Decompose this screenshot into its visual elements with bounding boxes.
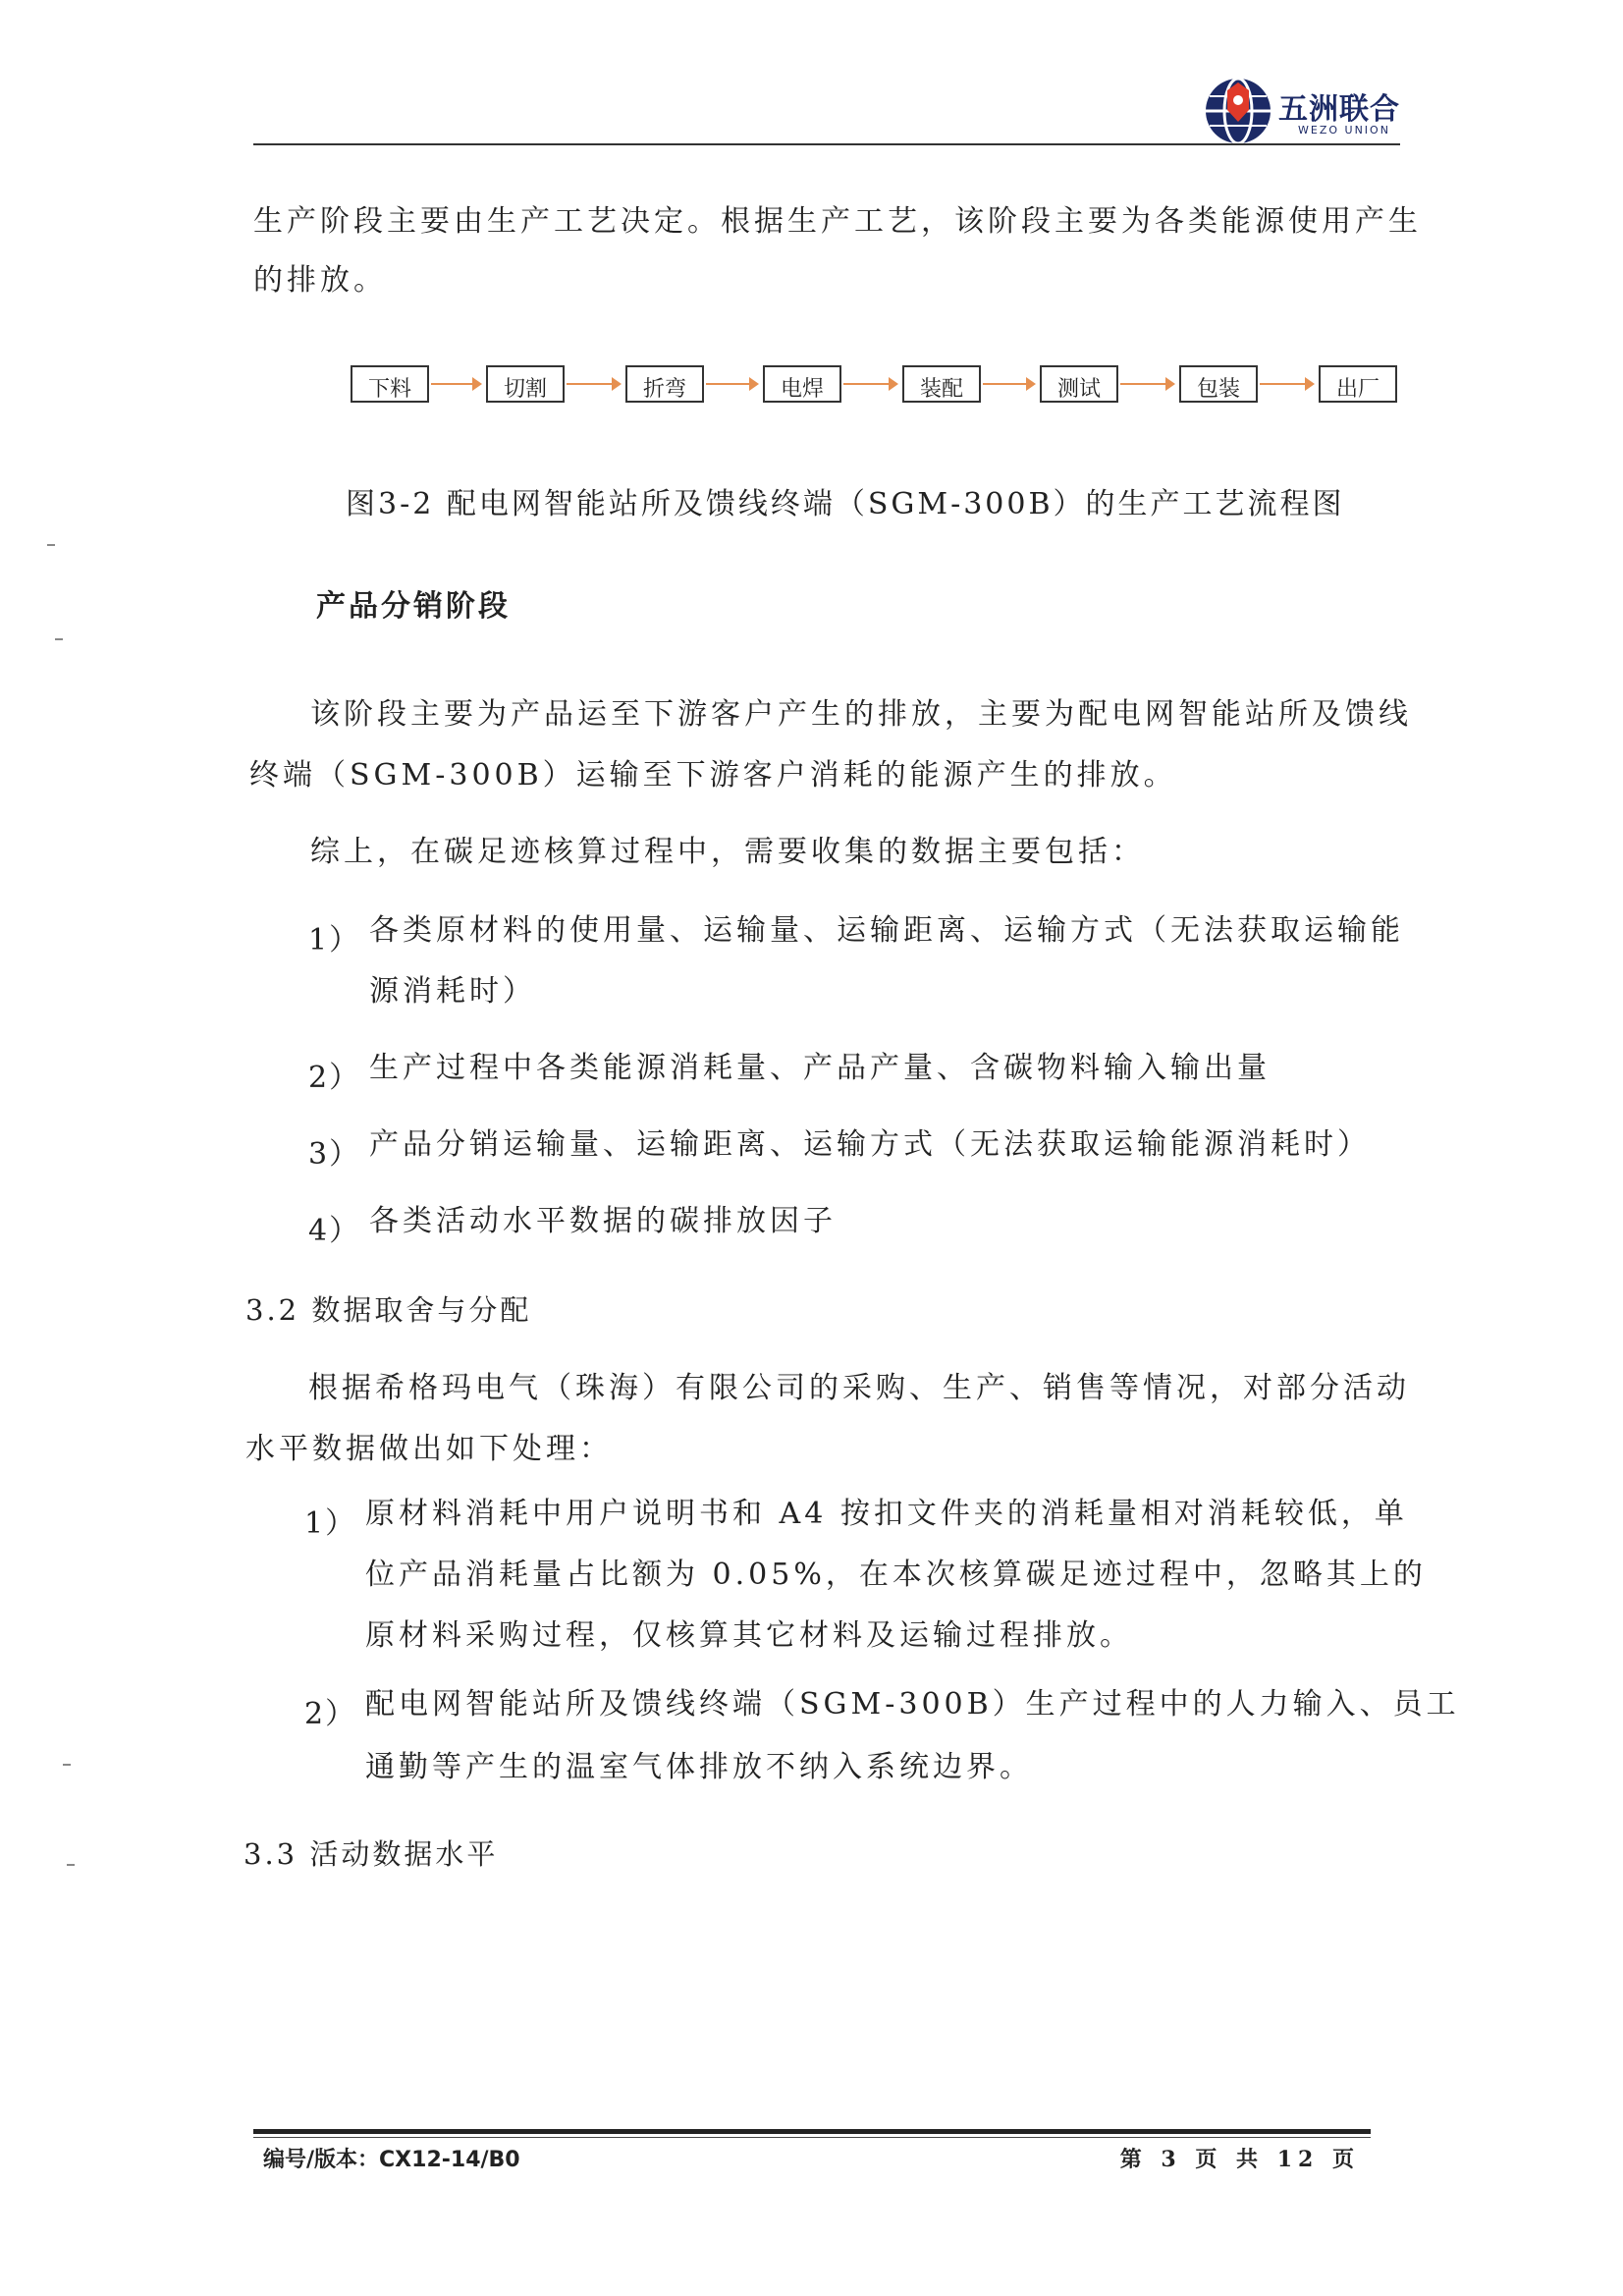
list-item-4: 各类活动水平数据的碳排放因子 <box>369 1204 837 1238</box>
list-number: 2） <box>308 1061 361 1095</box>
process-flow-diagram <box>351 365 1401 414</box>
distribution-para-line-2: 终端（SGM-300B）运输至下游客户消耗的能源产生的排放。 <box>249 758 1177 793</box>
company-logo <box>1204 77 1400 145</box>
flow-arrow-icon <box>1260 383 1313 385</box>
logo-english-text: WEZO UNION <box>1298 124 1390 137</box>
flow-arrow-icon <box>843 383 896 385</box>
globe-emblem-icon <box>1204 77 1272 145</box>
flow-step-cutting-material: 下料 <box>351 365 429 403</box>
logo-chinese-text: 五洲联合 <box>1278 92 1400 127</box>
flow-step-bending: 折弯 <box>625 365 704 403</box>
flow-step-welding: 电焊 <box>763 365 841 403</box>
list-item-1-line-1: 各类原材料的使用量、运输量、运输距离、运输方式（无法获取运输能 <box>369 913 1404 948</box>
rule-2-line-1: 配电网智能站所及馈线终端（SGM-300B）生产过程中的人力输入、员工 <box>365 1687 1460 1722</box>
flow-step-cutting: 切割 <box>486 365 565 403</box>
flow-step-assembly: 装配 <box>902 365 981 403</box>
footer-divider <box>253 2129 1371 2134</box>
document-version: 编号/版本：CX12-14/B0 <box>263 2148 520 2172</box>
page-number: 第 3 页 共 12 页 <box>1119 2147 1360 2172</box>
section-3-2-heading: 3.2 数据取舍与分配 <box>245 1293 532 1327</box>
rule-2-line-2: 通勤等产生的温室气体排放不纳入系统边界。 <box>365 1750 1033 1784</box>
flow-arrow-icon <box>706 383 757 385</box>
summary-line: 综上，在碳足迹核算过程中，需要收集的数据主要包括： <box>310 835 1145 869</box>
intro-line-1: 生产阶段主要由生产工艺决定。根据生产工艺，该阶段主要为各类能源使用产生 <box>253 204 1422 239</box>
list-number: 1） <box>308 923 361 957</box>
rule-1-line-3: 原材料采购过程，仅核算其它材料及运输过程排放。 <box>365 1618 1133 1653</box>
flow-step-packaging: 包装 <box>1179 365 1258 403</box>
flow-arrow-icon <box>567 383 620 385</box>
scan-mark <box>47 544 55 546</box>
list-number: 3） <box>308 1137 361 1172</box>
list-number: 2） <box>304 1697 357 1731</box>
section-3-3-heading: 3.3 活动数据水平 <box>243 1837 499 1871</box>
scan-mark <box>67 1864 75 1866</box>
header-divider <box>253 143 1400 145</box>
scan-mark <box>55 638 63 640</box>
intro-line-2: 的排放。 <box>253 263 387 298</box>
flow-step-shipping: 出厂 <box>1319 365 1397 403</box>
list-number: 1） <box>304 1506 357 1541</box>
list-item-2: 生产过程中各类能源消耗量、产品产量、含碳物料输入输出量 <box>369 1051 1271 1085</box>
rule-1-line-2: 位产品消耗量占比额为 0.05%，在本次核算碳足迹过程中，忽略其上的 <box>365 1558 1427 1592</box>
flow-arrow-icon <box>1120 383 1173 385</box>
list-item-3: 产品分销运输量、运输距离、运输方式（无法获取运输能源消耗时） <box>369 1127 1371 1162</box>
section-3-2-para-line-2: 水平数据做出如下处理： <box>245 1432 613 1466</box>
distribution-heading: 产品分销阶段 <box>316 589 511 624</box>
list-item-1-line-2: 源消耗时） <box>369 974 536 1009</box>
flow-arrow-icon <box>431 383 480 385</box>
section-3-2-para-line-1: 根据希格玛电气（珠海）有限公司的采购、生产、销售等情况，对部分活动 <box>308 1371 1410 1405</box>
footer-divider-thin <box>253 2137 1371 2138</box>
flow-arrow-icon <box>983 383 1034 385</box>
list-number: 4） <box>308 1214 361 1248</box>
distribution-para-line-1: 该阶段主要为产品运至下游客户产生的排放，主要为配电网智能站所及馈线 <box>310 697 1412 732</box>
figure-caption: 图3-2 配电网智能站所及馈线终端（SGM-300B）的生产工艺流程图 <box>346 487 1345 521</box>
rule-1-line-1: 原材料消耗中用户说明书和 A4 按扣文件夹的消耗量相对消耗较低，单 <box>365 1497 1408 1531</box>
flow-step-testing: 测试 <box>1040 365 1118 403</box>
scan-mark <box>63 1764 71 1766</box>
